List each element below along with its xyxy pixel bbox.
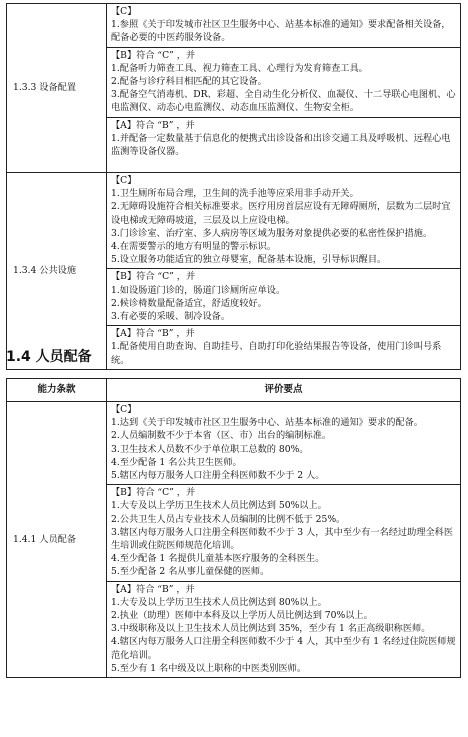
level-c-block [107,402,460,484]
requirement-item: 3.卫生技术人员数不少于单位职工总数的 80%。 [111,443,309,455]
section-title: 1.4 人员配备 [6,349,92,365]
requirement-item: 2.执业（助理）医师中本科及以上学历人员比例达到 70%以上。 [111,610,373,622]
requirement-item: 2.配备与诊疗科目相匹配的其它设备。 [111,76,267,88]
level-b-block [107,47,460,117]
table-header-row [7,379,461,402]
requirement-item: 4.至少配备 1 名公共卫生医师。 [111,456,242,468]
requirement-item: 3.配备空气消毒机、DR、彩超、全自动生化分析仪、血凝仪、十二导联心电图机、心电监测仪、动态心电监测仪、动态血压监测仪、生物安全柜。 [111,89,456,114]
criterion-label: 1.3.3 设备配置 [7,4,107,173]
table-row [7,173,461,370]
column-header-evaluation: 评价要点 [107,379,461,402]
requirement-item: 1.参照《关于印发城市社区卫生服务中心、站基本标准的通知》要求配备相关设备，配备必要的中医药服务设备。 [111,19,451,44]
level-a-block [107,581,460,677]
level-b-block [107,484,460,580]
level-heading: 【C】 [111,6,137,17]
requirement-item: 3.辖区内每万服务人口注册全科医师数不少于 3 人，其中至少有一名经过助理全科医生培训或住院医师规范化培训。 [111,526,454,552]
requirement-item: 3.有必要的采暖、制冷设备。 [111,311,231,323]
requirement-item: 3.门诊诊室、治疗室、多人病房等区域为服务对象提供必要的私密性保护措施。 [111,227,433,239]
requirement-item: 4.辖区内每万服务人口注册全科医师数不少于 4 人，其中至少有 1 名经过住院医师规范化培训。 [111,636,456,661]
requirement-item: 3.中级职称及以上卫生技术人员比例达到 35%，至少有 1 名正高级职称医师。 [111,623,431,635]
requirement-item: 2.公共卫生人员占专业技术人员编制的比例不低于 25%。 [111,513,346,525]
requirement-item: 2.人员编制数不少于本省（区、市）出台的编制标准。 [111,430,332,442]
assessment-table-staffing [6,378,461,678]
evaluation-points [107,173,461,370]
table-row [7,4,461,173]
requirement-item: 5.至少配备 2 名从事儿童保健的医师。 [111,566,270,578]
level-a-block [107,325,460,369]
requirement-item: 1.大专及以上学历卫生技术人员比例达到 80%以上。 [111,596,327,608]
evaluation-points [107,402,461,678]
requirement-item: 5.设立服务功能适宜的独立母婴室，配备基本设施，引导标识醒目。 [111,254,387,266]
criterion-label: 1.3.4 公共设施 [7,173,107,370]
requirement-item: 4.在需要警示的地方有明显的警示标识。 [111,241,276,253]
level-heading: 【A】符合 “B” ，并 [111,119,195,131]
requirement-item: 5.至少有 1 名中级及以上职称的中医类别医师。 [111,662,307,674]
requirement-item: 1.并配备一定数量基于信息化的便携式出诊设备和出诊交通工具及呼吸机、远程心电监测等设备仪器。 [111,132,451,158]
requirement-item: 1.大专及以上学历卫生技术人员比例达到 50%以上。 [111,500,327,512]
assessment-table-equipment [6,3,461,370]
level-c-block [107,173,460,268]
level-heading: 【B】符合 “C” ，并 [111,271,196,283]
level-heading: 【A】符合 “B” ，并 [111,583,195,595]
level-c-block [107,4,460,47]
requirement-item: 2.无障碍设施符合相关标准要求。医疗用房首层应设有无障碍厕所，层数为二层时宜设电梯或无障碍坡道，三层及以上应设电梯。 [111,201,451,226]
requirement-item: 1.如设肠道门诊的，肠道门诊厕所应单设。 [111,284,286,296]
requirement-item: 1.配备使用自助查询、自助挂号、自助打印化验结果报告等设备，使用门诊叫号系统。 [111,341,442,366]
requirement-item: 1.配备听力筛查工具、视力筛查工具、心理行为发育筛查工具。 [111,62,368,74]
requirement-item: 1.达到《关于印发城市社区卫生服务中心、站基本标准的通知》要求的配备。 [111,417,423,429]
level-heading: 【A】符合 “B” ，并 [111,328,195,340]
requirement-item: 4.至少配备 1 名提供儿童基本医疗服务的全科医生。 [111,553,325,565]
table-row [7,402,461,678]
level-heading: 【C】 [111,175,137,186]
level-a-block [107,117,460,161]
requirement-item: 1.卫生厕所布局合理，卫生间的洗手池等应采用非手动开关。 [111,188,359,200]
level-heading: 【B】符合 “C” ，并 [111,49,196,61]
level-b-block [107,268,460,325]
level-heading: 【B】符合 “C” ，并 [111,487,196,499]
level-heading: 【C】 [111,404,137,415]
requirement-item: 2.候诊椅数量配备适宜，舒适度较好。 [111,297,267,309]
column-header-clause: 能力条款 [7,379,107,402]
requirement-item: 5.辖区内每万服务人口注册全科医师数不少于 2 人。 [111,470,325,482]
criterion-label: 1.4.1 人员配备 [7,402,107,678]
evaluation-points [107,4,461,173]
